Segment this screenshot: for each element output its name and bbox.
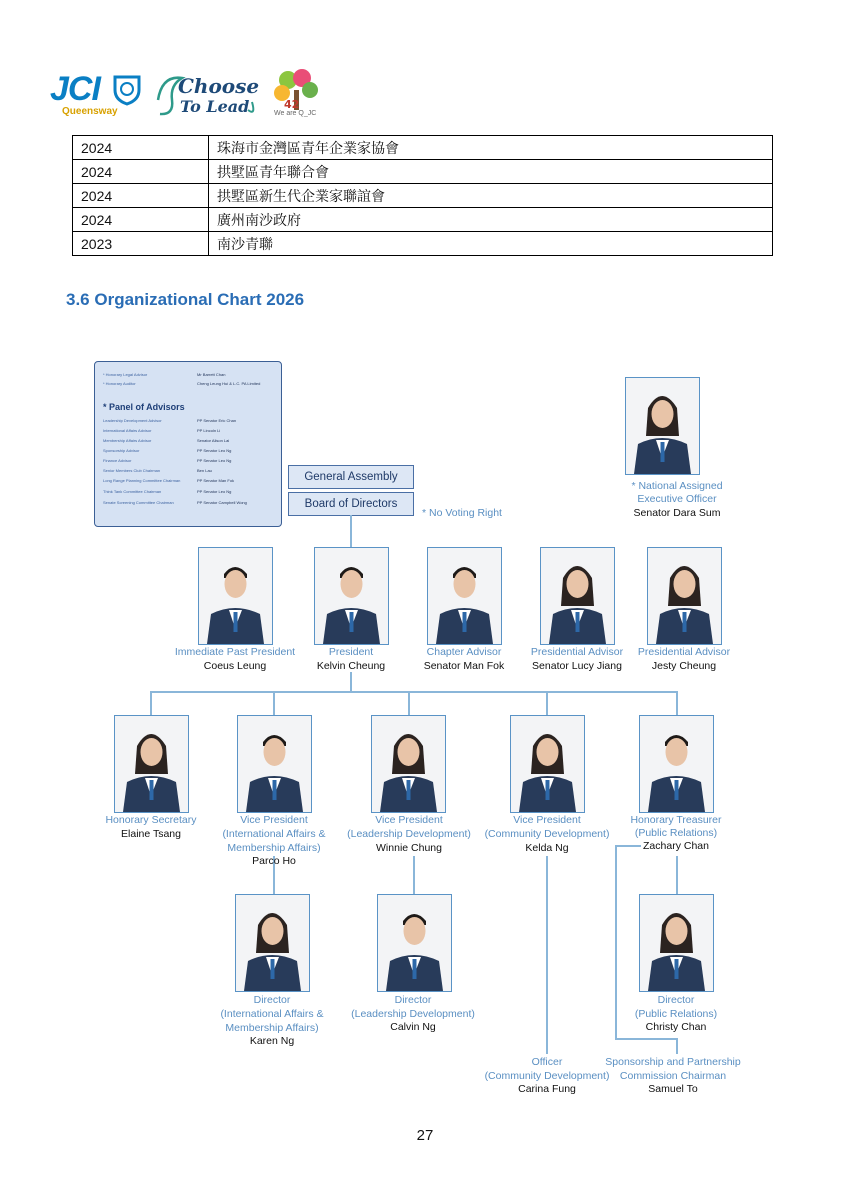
portrait-photo [427, 547, 502, 645]
to-lead-text: To Lead [180, 97, 250, 116]
advisor-name: Senator Alison Lai [197, 438, 230, 443]
org-cell: 拱墅區青年聯合會 [209, 160, 773, 184]
person-name: Samuel To [648, 1083, 698, 1095]
advisor-row [103, 478, 275, 483]
jci-logo-text: JCI [50, 70, 100, 108]
org-cell: 廣州南沙政府 [209, 208, 773, 232]
jci-logo-sub: Queensway [62, 106, 118, 117]
advisor-row [103, 438, 275, 443]
person-name: Parco Ho [252, 855, 296, 867]
portrait-photo [639, 715, 714, 813]
person-name: Calvin Ng [390, 1021, 436, 1033]
role-label: Membership Affairs) [225, 1022, 319, 1034]
advisor-row [103, 500, 275, 505]
connector-line [408, 691, 410, 715]
person-name: Kelvin Cheung [316, 660, 386, 672]
role-label: Director [657, 994, 695, 1006]
role-label: (Leadership Development) [351, 1008, 475, 1020]
connector-line [546, 856, 548, 1054]
panel-of-advisors-heading: * Panel of Advisors [103, 402, 185, 412]
connector-line [615, 845, 617, 1040]
advisor-name: PP Senator Leo Ng [197, 448, 232, 453]
connector-line [676, 856, 678, 894]
section-title: 3.6 Organizational Chart 2026 [66, 290, 305, 309]
portrait-photo [237, 715, 312, 813]
jci-logo [50, 70, 146, 118]
role-label: Presidential Advisor [530, 646, 624, 658]
connector-line [350, 515, 352, 547]
person-name: Christy Chan [645, 1021, 707, 1033]
portrait-photo [647, 547, 722, 645]
year-cell: 2023 [73, 232, 209, 256]
advisor-role: Leadership Development Advisor [103, 418, 162, 423]
portrait-photo [639, 894, 714, 992]
role-label: Immediate Past President [174, 646, 296, 658]
role-label: Membership Affairs) [227, 842, 321, 854]
advisor-row [103, 458, 275, 463]
portrait-photo [377, 894, 452, 992]
role-label: Presidential Advisor [637, 646, 731, 658]
role-label: Officer [531, 1056, 563, 1068]
role-label: Honorary Treasurer [630, 814, 722, 826]
general-assembly-node: General Assembly [288, 465, 414, 489]
connector-line [615, 1038, 677, 1040]
portrait-photo [540, 547, 615, 645]
advisor-row [103, 381, 275, 386]
svg-text:42: 42 [284, 98, 300, 111]
connector-line [273, 691, 275, 715]
table-row [73, 232, 773, 256]
role-label: Executive Officer [637, 493, 717, 505]
advisor-name: PP Lincoln Li [197, 428, 221, 433]
advisor-row [103, 428, 275, 433]
connector-line [546, 691, 548, 715]
advisor-role: * Honorary Auditor [103, 381, 136, 386]
no-voting-right-note: * No Voting Right [422, 507, 502, 519]
org-cell: 拱墅區新生代企業家聯誼會 [209, 184, 773, 208]
connector-line [676, 691, 678, 715]
portrait-photo [510, 715, 585, 813]
role-label: Chapter Advisor [426, 646, 502, 658]
advisor-name: PP Senator Leo Ng [197, 458, 232, 463]
connector-line [676, 1038, 678, 1054]
person-name: Jesty Cheung [651, 660, 717, 672]
person-name: Winnie Chung [376, 842, 442, 854]
advisors-panel [94, 361, 282, 527]
advisor-role: Sponsorship Advisor [103, 448, 140, 453]
portrait-photo [235, 894, 310, 992]
board-of-directors-node: Board of Directors [288, 492, 414, 516]
advisor-name: Cheng Leung Hui & L.C. PA Limited [197, 381, 261, 386]
advisor-row [103, 468, 275, 473]
person-name: Kelda Ng [525, 842, 569, 854]
advisor-role: Long Range Planning Committee Chairman [103, 478, 181, 483]
role-label: Honorary Secretary [105, 814, 197, 826]
advisor-name: Ben Lau [197, 468, 212, 473]
advisor-row [103, 489, 275, 494]
portrait-photo [371, 715, 446, 813]
advisor-row [103, 372, 275, 377]
role-label: * National Assigned [631, 480, 723, 492]
role-label: (Leadership Development) [347, 828, 471, 840]
role-label: President [328, 646, 374, 658]
role-label: Sponsorship and Partnership [605, 1056, 741, 1068]
connector-line [350, 672, 352, 692]
advisor-role: * Honorary Legal Advisor [103, 372, 148, 377]
advisor-role: Membership Affairs Advisor [103, 438, 152, 443]
advisor-name: PP Senator Campbell Wong [197, 500, 247, 505]
person-name: Carina Fung [518, 1083, 576, 1095]
connector-line [150, 691, 678, 693]
table-row [73, 160, 773, 184]
choose-text: Choose [178, 74, 260, 98]
role-label: Vice President [375, 814, 443, 826]
role-label: (Community Development) [484, 828, 610, 840]
portrait-photo [198, 547, 273, 645]
page-number: 27 [416, 1127, 434, 1144]
table-row [73, 208, 773, 232]
we-are-qjc-text: We are Q_JC [274, 110, 317, 117]
role-label: Vice President [513, 814, 581, 826]
advisor-role: Think Tank Committee Chairman [103, 489, 162, 494]
person-name: Elaine Tsang [121, 828, 181, 840]
advisor-row [103, 448, 275, 453]
role-label: Director [253, 994, 291, 1006]
person-name: Senator Man Fok [423, 660, 505, 672]
role-label: (Community Development) [484, 1070, 610, 1082]
table-row [73, 136, 773, 160]
tree-icon [272, 68, 322, 112]
year-cell: 2024 [73, 184, 209, 208]
advisor-role: Senate Screening Committee Chairman [103, 500, 174, 505]
role-label: Vice President [240, 814, 308, 826]
person-name: Senator Dara Sum [633, 507, 721, 519]
role-label: (Public Relations) [634, 1008, 718, 1020]
we-are-qjc-logo [272, 68, 322, 120]
person-name: Zachary Chan [643, 840, 709, 852]
jci-shield-icon [112, 74, 142, 106]
advisor-role: International Affairs Advisor [103, 428, 152, 433]
advisor-role: Finance Advisor [103, 458, 132, 463]
org-cell: 南沙青聯 [209, 232, 773, 256]
portrait-photo [114, 715, 189, 813]
role-label: Commission Chairman [619, 1070, 727, 1082]
advisor-name: PP Senator Eric Chan [197, 418, 237, 423]
org-cell: 珠海市金灣區青年企業家協會 [209, 136, 773, 160]
year-cell: 2024 [73, 160, 209, 184]
recognition-table [72, 135, 773, 256]
advisor-name: Mr Barrett Chan [197, 372, 226, 377]
advisor-name: PP Senator Leo Ng [197, 489, 232, 494]
role-label: Director [394, 994, 432, 1006]
person-name: Coeus Leung [203, 660, 267, 672]
advisor-role: Senior Members Club Chairman [103, 468, 161, 473]
portrait-photo [625, 377, 700, 475]
role-label: (International Affairs & [222, 828, 326, 840]
choose-to-lead-logo [152, 68, 262, 120]
connector-line [150, 691, 152, 715]
portrait-photo [314, 547, 389, 645]
advisor-row [103, 418, 275, 423]
person-name: Karen Ng [249, 1035, 295, 1047]
year-cell: 2024 [73, 136, 209, 160]
person-name: Senator Lucy Jiang [532, 660, 622, 672]
role-label: (Public Relations) [634, 827, 718, 839]
table-row [73, 184, 773, 208]
role-label: (International Affairs & [220, 1008, 324, 1020]
advisor-name: PP Senator Man Fok [197, 478, 235, 483]
year-cell: 2024 [73, 208, 209, 232]
connector-line [413, 856, 415, 894]
